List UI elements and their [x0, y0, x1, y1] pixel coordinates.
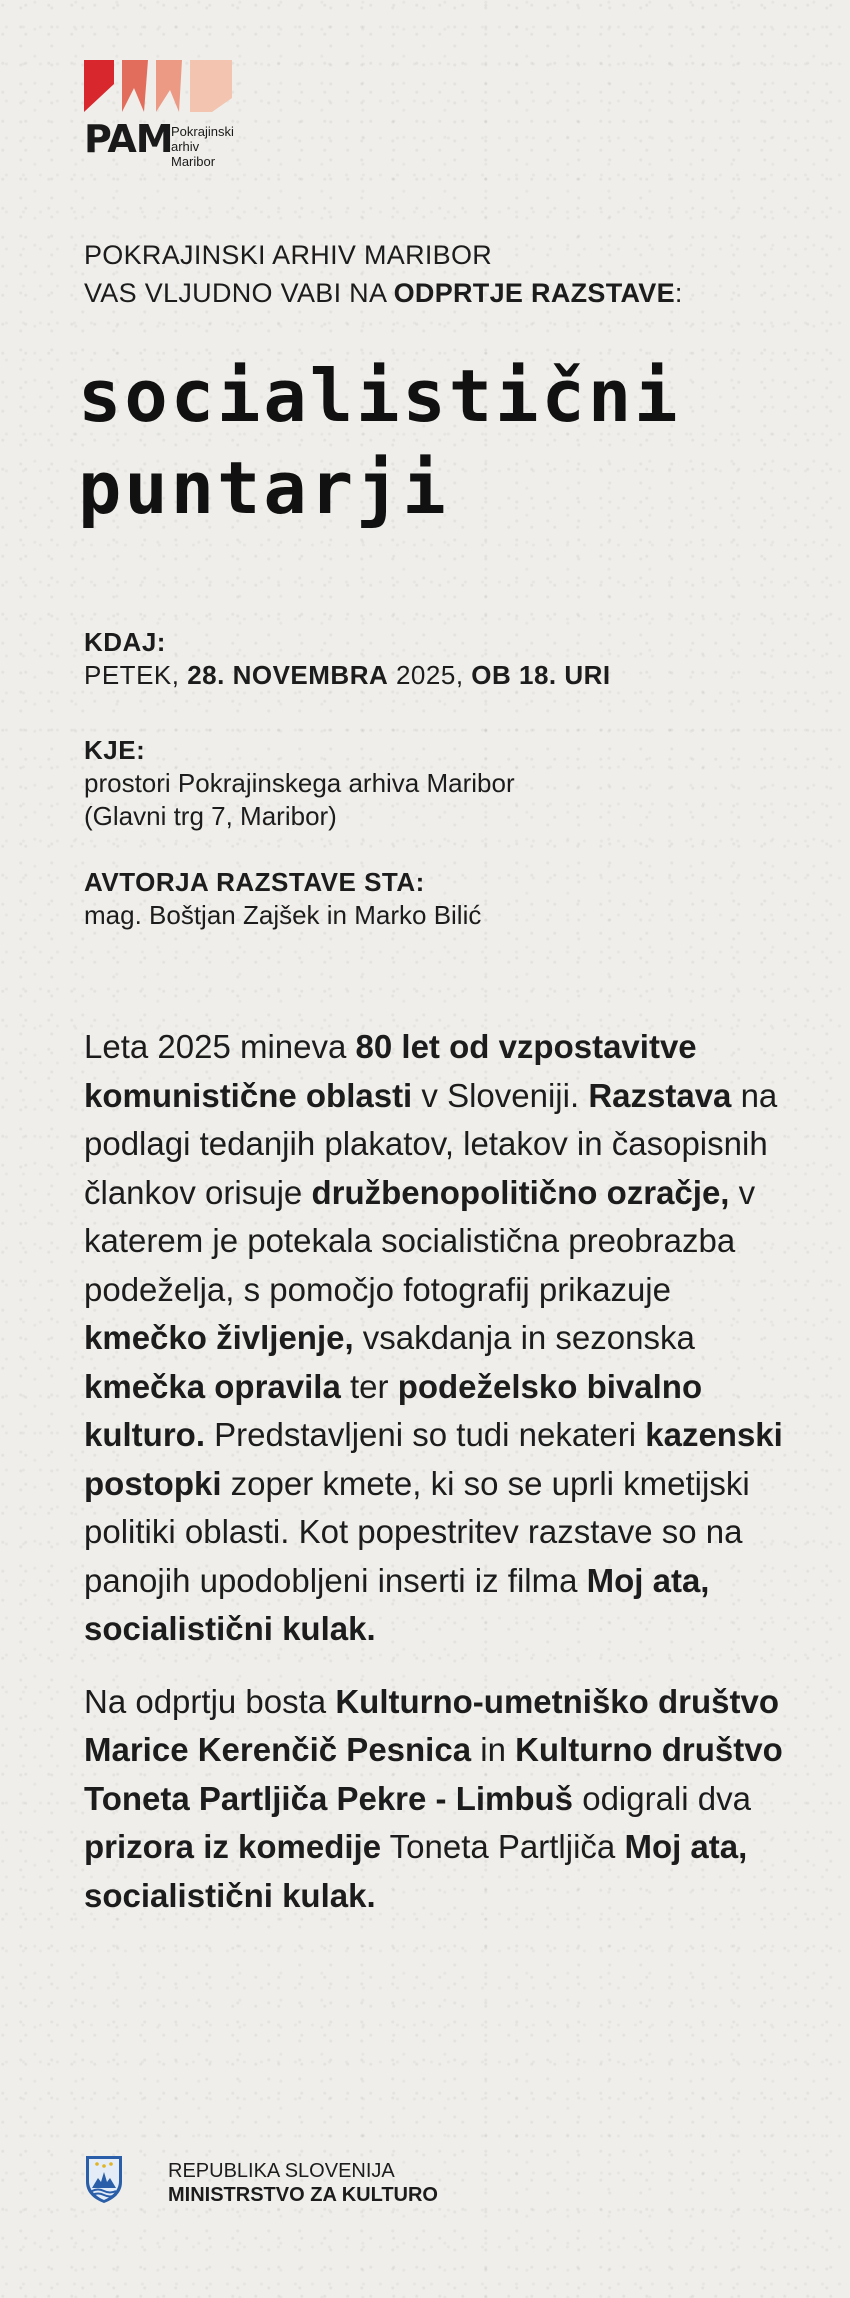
- invitation-intro: [84, 236, 683, 312]
- text-run: 80 let od vzpostavitve komunistične oblasti: [84, 1028, 697, 1114]
- logo-wordmark: PAM: [84, 117, 173, 161]
- text-run: odigrali dva: [573, 1779, 751, 1817]
- text-run: Razstava: [588, 1076, 732, 1114]
- text-run: zoper kmete, ki so se uprli kmetijski politiki oblasti. Kot popestritev razstave so na panojih upodobljeni inserti iz filma: [84, 1464, 750, 1599]
- intro-line-1: POKRAJINSKI ARHIV MARIBOR: [84, 240, 493, 270]
- text-run: ter: [340, 1367, 398, 1405]
- when-block: [84, 626, 611, 692]
- exhibition-title: [78, 350, 681, 534]
- title-line-2: puntarji: [78, 446, 449, 530]
- text-run: prizora iz komedije: [84, 1828, 382, 1865]
- text-run: in: [471, 1731, 516, 1768]
- title-line-1: socialistični: [78, 354, 681, 438]
- logo-bar-3: [156, 60, 182, 112]
- text-run: kmečka opravila: [84, 1367, 341, 1405]
- text-run: Moj ata, socialistični kulak.: [84, 1828, 748, 1914]
- body-paragraph-2: [84, 1678, 784, 1921]
- text-run: Kulturno-umetniško društvo Marice Kerenčič Pesnica: [84, 1682, 779, 1768]
- footer-ministry: MINISTRSTVO ZA KULTURO: [168, 2184, 438, 2206]
- text-run: vsakdanja in sezonska: [353, 1319, 695, 1356]
- text-run: Moj ata, socialistični kulak.: [84, 1561, 710, 1647]
- text-run: Kulturno društvo Toneta Partljiča Pekre - Limbuš: [84, 1731, 783, 1817]
- text-run: Na odprtju bosta: [84, 1682, 336, 1720]
- where-label: KJE:: [84, 735, 146, 765]
- authors-label: AVTORJA RAZSTAVE STA:: [84, 867, 425, 897]
- text-run: kazenski postopki: [84, 1416, 783, 1502]
- text-run: družbenopolitično ozračje,: [311, 1173, 730, 1211]
- pam-logo-mark: [84, 58, 234, 118]
- footer-republic: REPUBLIKA SLOVENIJA: [168, 2160, 395, 2182]
- where-block: [84, 734, 515, 833]
- authors-names: mag. Boštjan Zajšek in Marko Bilić: [84, 900, 482, 930]
- slovenia-crest-icon: [84, 2154, 124, 2204]
- logo-bar-2: [122, 60, 148, 112]
- text-run: v Sloveniji.: [412, 1076, 589, 1114]
- text-run: v katerem je potekala socialistična preobrazba podeželja, s pomočjo fotografij prikazuje: [84, 1173, 756, 1308]
- where-line-2: (Glavni trg 7, Maribor): [84, 801, 337, 831]
- logo-subtitle: Pokrajinski arhiv Maribor: [171, 124, 234, 169]
- body-paragraph-1: [84, 1023, 784, 1654]
- text-run: Toneta Partljiča: [381, 1828, 625, 1865]
- authors-block: [84, 866, 481, 932]
- footer-text: [168, 2159, 568, 2207]
- logo-bar-4: [190, 60, 232, 112]
- pam-logo: [84, 58, 244, 178]
- when-value: PETEK, 28. NOVEMBRA 2025, OB 18. URI: [84, 660, 611, 690]
- text-run: Predstavljeni so tudi nekateri: [205, 1416, 646, 1453]
- logo-bar-1: [84, 60, 114, 112]
- text-run: podeželsko bivalno kulturo.: [84, 1367, 703, 1453]
- text-run: na podlagi tedanjih plakatov, letakov in časopisnih člankov orisuje: [84, 1076, 778, 1211]
- text-run: Leta 2025 mineva: [84, 1028, 356, 1065]
- intro-line-2: VAS VLJUDNO VABI NA ODPRTJE RAZSTAVE:: [84, 278, 683, 308]
- text-run: kmečko življenje,: [84, 1319, 354, 1356]
- where-line-1: prostori Pokrajinskega arhiva Maribor: [84, 768, 515, 798]
- when-label: KDAJ:: [84, 627, 166, 657]
- body-text: [84, 1023, 784, 1920]
